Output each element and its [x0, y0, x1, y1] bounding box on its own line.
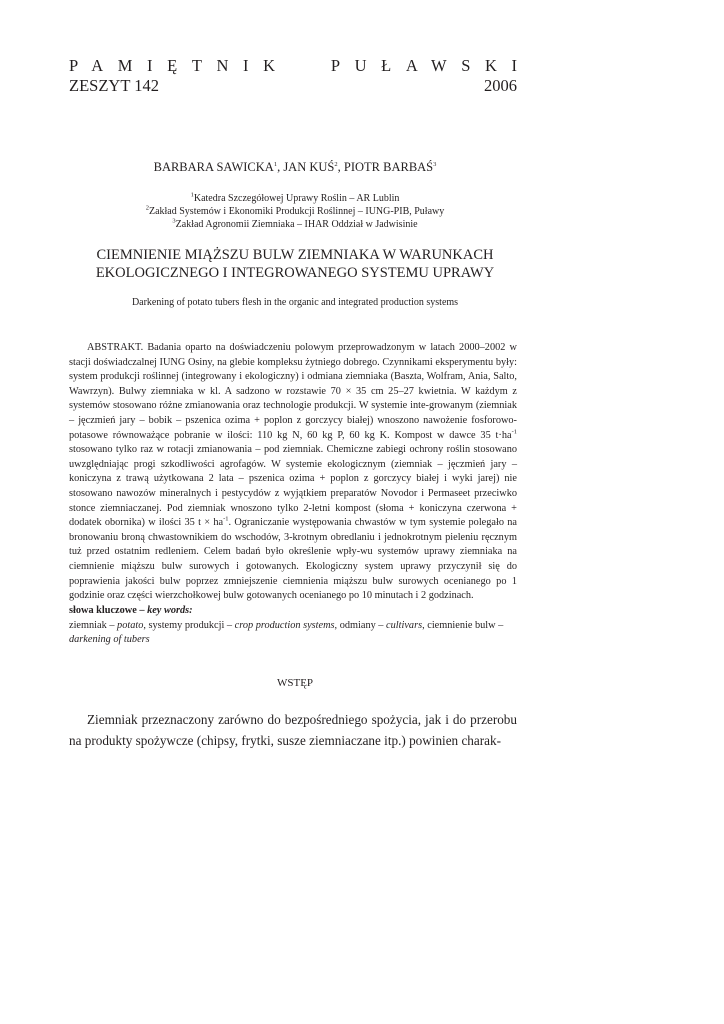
keywords-heading: [69, 604, 517, 619]
abstract-text: stosowano tylko raz w rotacji zmianowania – pod ziemniak. Chemiczne zabiegi ochrony roślin stosowano uwzględniając progi szkodliwości agrofagów. W systemie ekologicznym (ziemniak – jęczmień jary – koniczyna z trawą użytkowana 2 lata – pszenica ozima + poplon z gorczycy białej i wyki jarej) nie stosowano nawozów mineralnych i pestycydów z wyjątkiem preparatów Novodor i Permaseet przeciwko stonce ziemniaczanej. Pod ziemniak wnoszono tylko 2-letni kompost (słoma + koniczyna czerwona + dodatek obornika) w ilości 35 t × ha: [69, 444, 517, 529]
affiliation-mark: 3: [172, 217, 176, 225]
keyword-pl: odmiany –: [339, 619, 387, 631]
keyword-pl: ciemnienie bulw –: [427, 619, 504, 631]
affiliation-list: [0, 192, 590, 231]
keywords-heading-pl: słowa kluczowe –: [69, 605, 145, 616]
abstract: [69, 341, 517, 604]
affiliation-text: Zakład Agronomii Ziemniaka – IHAR Oddział w Jadwisinie: [175, 219, 418, 230]
author-name: BARBARA SAWICKA: [153, 160, 274, 174]
abstract-paragraph: [69, 341, 517, 604]
keyword-separator: ,: [143, 619, 149, 631]
affiliation-text: Katedra Szczegółowej Uprawy Roślin – AR Lublin: [193, 193, 400, 204]
keyword-en: crop production systems: [234, 619, 335, 631]
journal-header: [69, 56, 532, 96]
journal-issue: ZESZYT 142: [69, 76, 159, 95]
paper-title-line: EKOLOGICZNEGO I INTEGROWANEGO SYSTEMU UPRAWY: [95, 264, 495, 281]
keyword-en: cultivars: [386, 619, 423, 631]
affiliation-text: Zakład Systemów i Ekonomiki Produkcji Roślinnej – IUNG-PIB, Puławy: [148, 206, 445, 217]
keyword-pl: systemy produkcji –: [148, 619, 235, 631]
intro-section: [69, 709, 517, 751]
author-affil-mark: 1: [273, 160, 278, 168]
keywords-list: [69, 619, 517, 648]
keyword-separator: ,: [334, 619, 340, 631]
author-name: PIOTR BARBAŚ: [343, 160, 434, 174]
journal-name-left: PAMIĘTNIK: [69, 56, 290, 75]
paper-title-english: Darkening of potato tubers flesh in the organic and integrated production systems: [131, 297, 459, 308]
keywords: [69, 604, 517, 648]
section-heading: WSTĘP: [276, 677, 314, 689]
author-affil-mark: 2: [334, 160, 338, 168]
paper-title: [72, 247, 518, 282]
affiliation-mark: 1: [190, 191, 194, 199]
paper-title-line: CIEMNIENIE MIĄŻSZU BULW ZIEMNIAKA W WARUNKACH: [96, 247, 494, 263]
keyword-en: darkening of tubers: [69, 634, 150, 646]
intro-paragraph: Ziemniak przeznaczony zarówno do bezpośredniego spożycia, jak i do przerobu na produkty spożywcze (chipsy, frytki, susze ziemniaczane itp.) powinien charak-: [69, 712, 517, 748]
journal-year: 2006: [484, 76, 517, 95]
keywords-heading-en: key words:: [144, 605, 193, 616]
author-name: JAN KUŚ: [283, 160, 335, 174]
journal-name-right: PUŁAWSKI: [330, 56, 532, 75]
author-list: BARBARA SAWICKA$^1$, JAN KUŚ$^2$, PIOTR BARBAŚ$^3$: [153, 160, 437, 174]
affiliation: [0, 192, 590, 205]
affiliation-mark: 2: [145, 204, 149, 212]
abstract-superscript: -1: [223, 515, 229, 523]
keyword-pl: ziemniak –: [69, 619, 118, 631]
affiliation: [0, 218, 590, 231]
affiliation: [0, 205, 590, 218]
keyword-separator: ,: [422, 619, 428, 631]
keyword-en: potato: [117, 619, 144, 631]
abstract-superscript: -1: [511, 428, 517, 436]
author-affil-mark: 3: [433, 160, 437, 168]
abstract-text: . Ograniczanie występowania chwastów w tym systemie polegało na bronowaniu broną chwastownikiem do wschodów, 3-krotnym obredlaniu i jednokrotnym pieleniu ręcznym tuż przed ostatnim redleniem. Celem badań było określenie wpły-wu systemów uprawy ziemniaka na ciemnienie miąższu bulw surowych i gotowanych. Ekologiczny system uprawy przyczynił się do poprawienia jakości bulw poprzez zmniejszenie ciemnienia miąższu bulw surowych ocenianego po 1 godzinie oraz części wierzchołkowej bulw gotowanych ocenianego po 10 minutach i 2 godzinach.: [69, 517, 517, 602]
abstract-text: ABSTRAKT. Badania oparto na doświadczeniu polowym przeprowadzonym w latach 2000–2002 w stacji doświadczalnej IUNG Osiny, na glebie kompleksu żytniego dobrego. Czynnikami eksperymentu były: system produkcji roślinnej (integrowany i ekologiczny) i odmiana ziemniaka (Baszta, Wolfram, Ania, Salto, Wawrzyn). Bulwy ziemniaka w kl. A sadzono w rozstawie 70 × 35 cm 25–27 kwietnia. W każdym z systemów stosowano różne zmianowania oraz technologie produkcji. W systemie inte-growanym (ziemniak – jęczmień jary – bobik – pszenica ozima + poplon z gorczycy białej) wnoszono nawożenie fosforowo-potasowe równoważące pobranie w ilości: 110 kg N, 60 kg P, 60 kg K. Kompost w dawce 35 t·ha: [69, 342, 517, 441]
